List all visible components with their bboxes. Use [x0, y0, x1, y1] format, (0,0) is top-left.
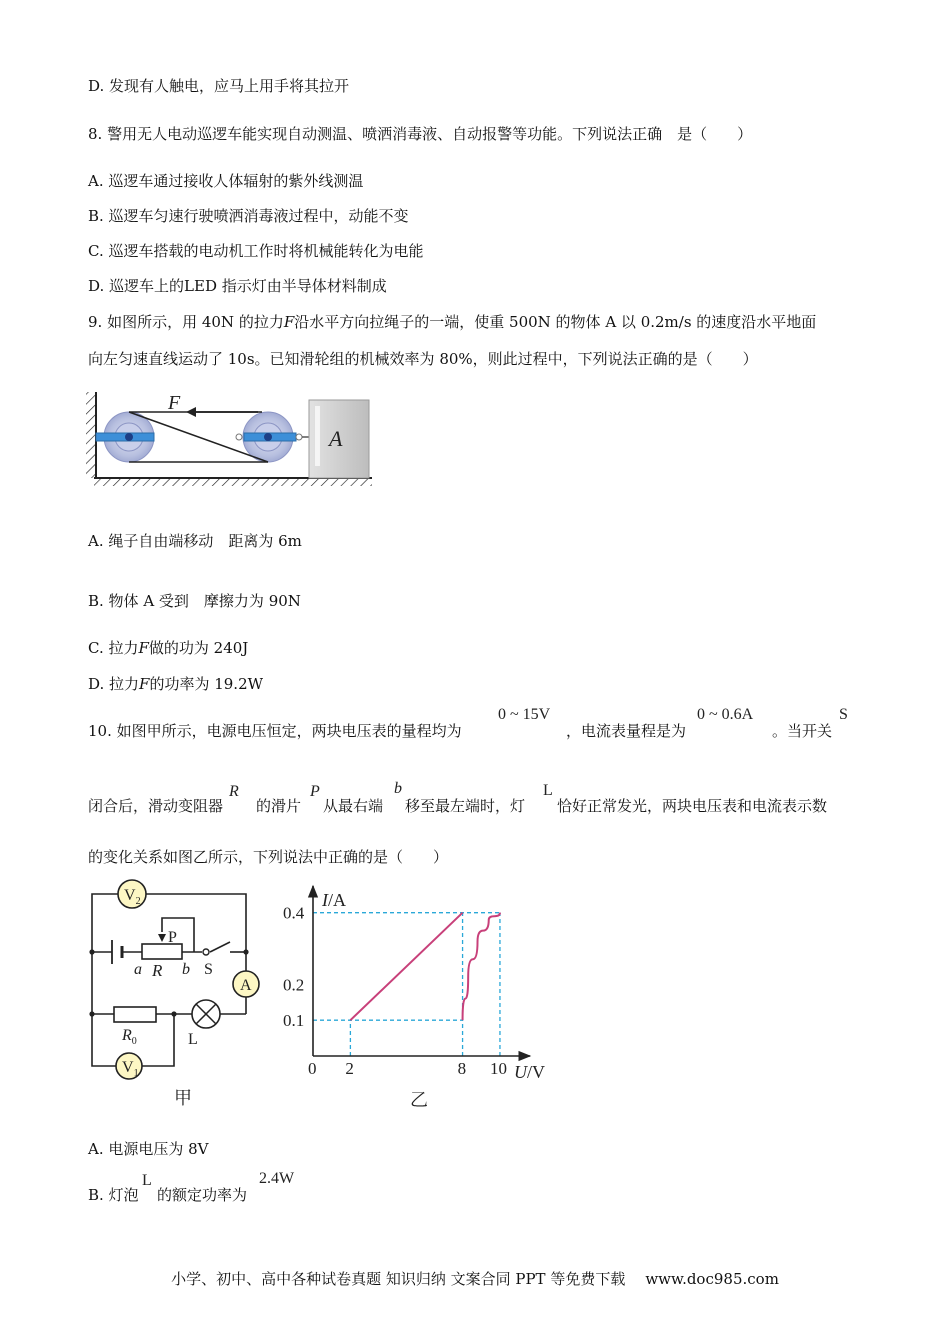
q10-symbol-l: L [543, 782, 553, 799]
q9-option-c: C. 拉力F做的功为 240J [88, 639, 249, 657]
footer [0, 1268, 950, 1289]
q10-stem-text-2d: 移至最左端时，灯 [405, 797, 526, 815]
series-group [350, 913, 500, 1021]
q10-option-b-value: 2.4W [259, 1170, 295, 1187]
origin-label: 0 [308, 1059, 317, 1078]
q9-option-a: A. 绳子自由端移动 距离为 6m [88, 532, 302, 550]
rheostat [142, 944, 182, 959]
q7-option-d: D. 发现有人触电，应马上用手将其拉开 [88, 77, 350, 95]
q10-option-b-text: B. 灯泡 [88, 1186, 139, 1204]
pulley-figure [86, 384, 378, 488]
v1-sub: 1 [133, 1068, 139, 1079]
voltmeter-v1 [116, 1053, 142, 1079]
q9-option-b: B. 物体 A 受到 摩擦力为 90N [88, 592, 301, 610]
q8-option-d: D. 巡逻车上的LED 指示灯由半导体材料制成 [88, 277, 387, 295]
x-axis-label: U/V [514, 1062, 545, 1082]
q10-voltmeter-range: 0 ~ 15V [498, 706, 551, 723]
q8-stem: 8. 警用无人电动巡逻车能实现自动测温、喷洒消毒液、自动报警等功能。下列说法正确 是（ ） [88, 125, 753, 143]
q10-symbol-b: b [394, 780, 402, 797]
q8-option-b: B. 巡逻车匀速行驶喷洒消毒液过程中，动能不变 [88, 207, 409, 225]
r0-main: R [122, 1027, 132, 1044]
q10-option-b-symbol: L [142, 1172, 152, 1189]
y-axis-label: I/A [322, 890, 346, 910]
q10-stem-text-2e: 恰好正常发光，两块电压表和电流表示数 [557, 797, 828, 815]
v2-sub: 2 [135, 896, 141, 907]
block-label: A [329, 426, 343, 451]
rheostat-label: R [152, 961, 163, 980]
q10-stem-text-1a: 10. 如图甲所示，电源电压恒定，两块电压表的量程均为 [88, 722, 462, 740]
q9-stem-line2: 向左匀速直线运动了 10s。已知滑轮组的机械效率为 80%，则此过程中，下列说法正确的是（ ） [88, 350, 758, 368]
footer-text: 小学、初中、高中各种试卷真题 知识归纳 文案合同 PPT 等免费下载 [171, 1270, 626, 1288]
series-line-1 [463, 913, 500, 1021]
q10-option-b-text2: 的额定功率为 [157, 1186, 248, 1204]
y-tick-label-1: 0.2 [283, 975, 305, 995]
ammeter [233, 971, 259, 997]
ground [94, 478, 372, 486]
switch-label: S [204, 961, 213, 978]
q10-symbol-p: P [310, 783, 320, 800]
ammeter-label: A [240, 977, 252, 994]
x-tick-label-1: 8 [457, 1059, 467, 1078]
q10-switch-symbol: S [839, 706, 848, 723]
voltmeter-v2 [118, 880, 146, 908]
end-a-label: a [134, 961, 142, 978]
lamp-symbol [192, 1000, 220, 1028]
circuit-caption: 甲 [174, 1088, 192, 1108]
v2-main: V [124, 887, 136, 904]
q10-stem-text-3: 的变化关系如图乙所示，下列说法中正确的是（ ） [88, 848, 449, 866]
force-arrow [186, 407, 258, 417]
guide-lines [313, 913, 500, 1056]
q10-symbol-r: R [229, 783, 239, 800]
q10-ammeter-range: 0 ~ 0.6A [697, 706, 754, 723]
wall [86, 392, 96, 478]
y-tick-label-2: 0.4 [283, 903, 305, 923]
q8-option-c: C. 巡逻车搭载的电动机工作时将机械能转化为电能 [88, 242, 424, 260]
q10-stem-text-2a: 闭合后，滑动变阻器 [88, 797, 224, 815]
q9-option-d: D. 拉力F的功率为 19.2W [88, 675, 264, 693]
tick-labels [283, 904, 507, 1078]
series-line-0 [350, 913, 462, 1021]
graph-caption: 乙 [410, 1090, 428, 1110]
svg-text:R0 [121, 1027, 137, 1047]
y-tick-label-0: 0.1 [283, 1011, 305, 1031]
end-b-label: b [182, 961, 190, 978]
circuit-diagram [84, 876, 274, 1112]
fixed-pulley [96, 412, 154, 462]
x-tick-label-2: 10 [489, 1059, 507, 1078]
slider-label: P [168, 929, 177, 946]
footer-url[interactable]: www.doc985.com [645, 1270, 779, 1288]
force-label: F [168, 392, 181, 414]
lamp-label: L [188, 1031, 198, 1048]
r0-sub: 0 [131, 1036, 137, 1047]
q8-option-a: A. 巡逻车通过接收人体辐射的紫外线测温 [88, 172, 364, 190]
q10-stem-text-2b: 的滑片 [256, 797, 302, 815]
q10-stem-text-1b: ，电流表量程是为 [566, 722, 687, 740]
x-tick-label-0: 2 [345, 1059, 354, 1078]
resistor-r0 [114, 1007, 156, 1022]
q10-stem-text-2c: 从最右端 [323, 797, 384, 815]
q10-stem-text-1c: 。当开关 [772, 722, 833, 740]
q10-option-a: A. 电源电压为 8V [88, 1140, 209, 1158]
v1-main: V [122, 1059, 134, 1076]
q9-stem-line1: 9. 如图所示，用 40N 的拉力F沿水平方向拉绳子的一端，使重 500N 的物体 A 以 0.2m/s 的速度沿水平地面 [88, 313, 817, 331]
iu-graph [278, 880, 568, 1112]
